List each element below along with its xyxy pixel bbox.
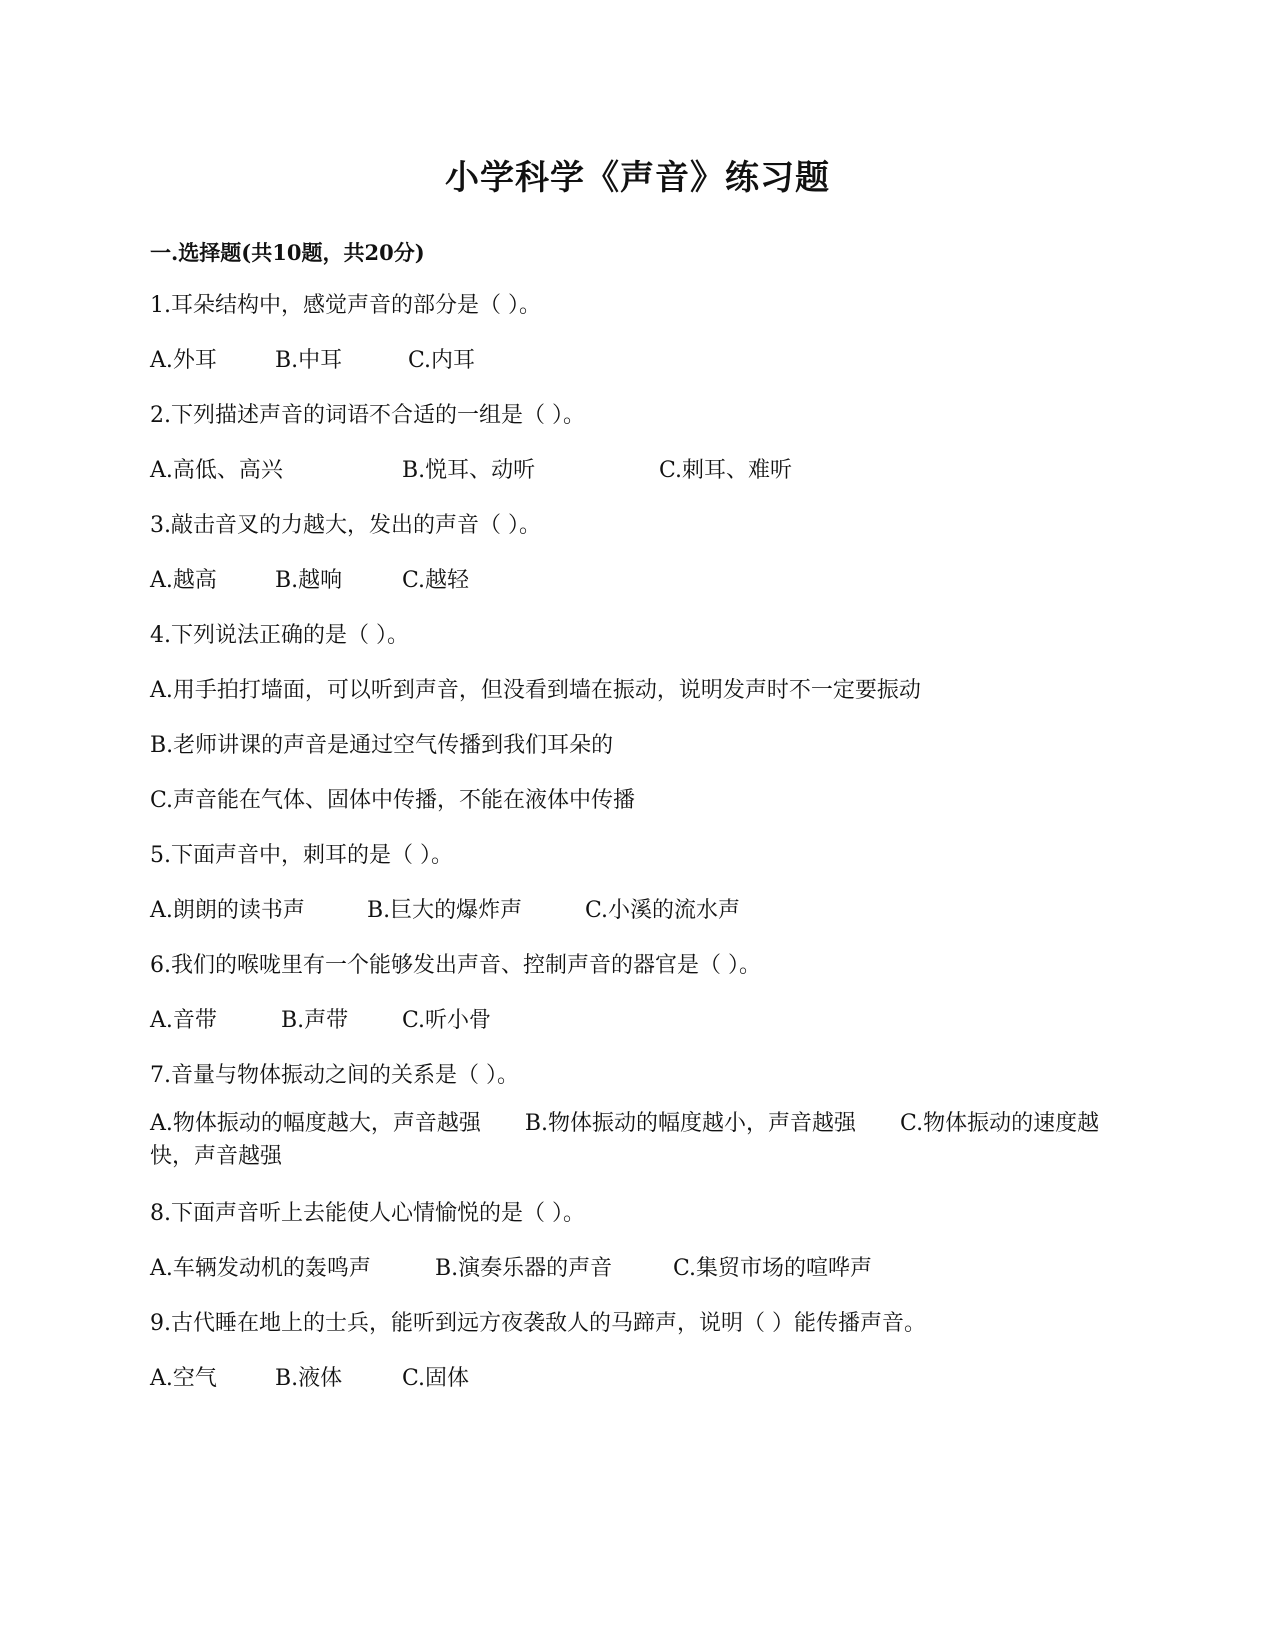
question-6-option-a: A.音带 bbox=[150, 1008, 217, 1033]
question-6-option-b: B.声带 bbox=[281, 1008, 349, 1033]
question-9-option-a: A.空气 bbox=[150, 1366, 217, 1391]
question-8-option-c: C.集贸市场的喧哗声 bbox=[673, 1256, 873, 1281]
question-4-stem: 4.下列说法正确的是（ ）。 bbox=[150, 623, 409, 648]
question-1-option-c: C.内耳 bbox=[408, 348, 476, 373]
question-8-option-a: A.车辆发动机的轰鸣声 bbox=[150, 1256, 371, 1281]
question-6-stem: 6.我们的喉咙里有一个能够发出声音、控制声音的器官是（ ）。 bbox=[150, 953, 761, 978]
question-4-option-a: A.用手拍打墙面，可以听到声音，但没看到墙在振动，说明发声时不一定要振动 bbox=[150, 678, 921, 703]
question-1-stem: 1.耳朵结构中，感觉声音的部分是（ ）。 bbox=[150, 293, 541, 318]
section-heading: 一.选择题(共10题，共20分) bbox=[150, 240, 425, 265]
question-8-option-b: B.演奏乐器的声音 bbox=[435, 1256, 613, 1281]
question-3-option-a: A.越高 bbox=[150, 568, 217, 593]
question-5-stem: 5.下面声音中，刺耳的是（ ）。 bbox=[150, 843, 453, 868]
question-3-option-b: B.越响 bbox=[275, 568, 343, 593]
page-title: 小学科学《声音》练习题 bbox=[445, 158, 830, 198]
question-1-option-b: B.中耳 bbox=[275, 348, 343, 373]
question-4-option-b: B.老师讲课的声音是通过空气传播到我们耳朵的 bbox=[150, 733, 614, 758]
question-2-option-b: B.悦耳、动听 bbox=[402, 458, 536, 483]
question-7-options: A.物体振动的幅度越大，声音越强 B.物体振动的幅度越小，声音越强 C.物体振动的速度越快，声音越强 bbox=[150, 1111, 1100, 1169]
question-2-stem: 2.下列描述声音的词语不合适的一组是（ ）。 bbox=[150, 403, 585, 428]
question-5-option-c: C.小溪的流水声 bbox=[585, 898, 741, 923]
question-3-stem: 3.敲击音叉的力越大，发出的声音（ ）。 bbox=[150, 513, 541, 538]
question-8-stem: 8.下面声音听上去能使人心情愉悦的是（ ）。 bbox=[150, 1201, 585, 1226]
question-1-option-a: A.外耳 bbox=[150, 348, 217, 373]
question-2-option-c: C.刺耳、难听 bbox=[659, 458, 793, 483]
question-4-option-c: C.声音能在气体、固体中传播，不能在液体中传播 bbox=[150, 788, 636, 813]
question-7-stem: 7.音量与物体振动之间的关系是（ ）。 bbox=[150, 1063, 519, 1088]
question-3-option-c: C.越轻 bbox=[402, 568, 470, 593]
question-9-stem: 9.古代睡在地上的士兵，能听到远方夜袭敌人的马蹄声，说明（ ）能传播声音。 bbox=[150, 1311, 926, 1336]
question-6-option-c: C.听小骨 bbox=[402, 1008, 492, 1033]
question-2-option-a: A.高低、高兴 bbox=[150, 458, 283, 483]
question-9-option-b: B.液体 bbox=[275, 1366, 343, 1391]
question-5-option-a: A.朗朗的读书声 bbox=[150, 898, 305, 923]
question-9-option-c: C.固体 bbox=[402, 1366, 470, 1391]
question-5-option-b: B.巨大的爆炸声 bbox=[367, 898, 523, 923]
